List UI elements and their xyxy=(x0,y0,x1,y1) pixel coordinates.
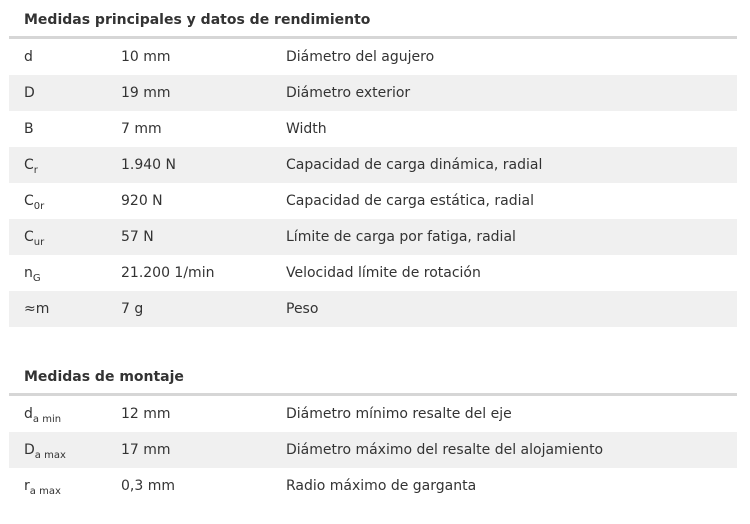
section-mounting-dimensions xyxy=(9,358,737,504)
symbol-subscript: a max xyxy=(34,450,66,461)
symbol: n xyxy=(24,265,33,281)
table-row xyxy=(9,432,737,468)
section-title: Medidas principales y datos de rendimiento xyxy=(9,1,737,39)
description-cell: Capacidad de carga estática, radial xyxy=(286,193,534,209)
value-cell: 0,3 mm xyxy=(121,478,175,494)
symbol: ≈m xyxy=(24,301,50,317)
symbol-cell xyxy=(9,406,121,425)
symbol-cell xyxy=(9,49,121,65)
symbol-cell xyxy=(9,121,121,137)
table-row xyxy=(9,291,737,327)
symbol-cell xyxy=(9,442,121,461)
description-cell: Diámetro mínimo resalte del eje xyxy=(286,406,512,422)
value-cell: 10 mm xyxy=(121,49,171,65)
symbol-cell xyxy=(9,229,121,248)
symbol: r xyxy=(24,478,30,494)
symbol-cell xyxy=(9,265,121,284)
symbol-subscript: a max xyxy=(29,486,61,497)
table-row xyxy=(9,39,737,75)
symbol: D xyxy=(24,442,35,458)
symbol: C xyxy=(24,193,34,209)
table-row xyxy=(9,147,737,183)
description-cell: Diámetro exterior xyxy=(286,85,411,101)
table-row xyxy=(9,396,737,432)
symbol: d xyxy=(24,406,33,422)
section-main-dimensions xyxy=(9,1,737,327)
section-title: Medidas de montaje xyxy=(9,358,737,396)
symbol-cell xyxy=(9,85,121,101)
description-cell: Diámetro máximo del resalte del alojamiento xyxy=(286,442,604,458)
symbol: C xyxy=(24,229,34,245)
value-cell: 12 mm xyxy=(121,406,171,422)
symbol-subscript: 0r xyxy=(33,201,45,212)
symbol-cell xyxy=(9,193,121,212)
symbol: B xyxy=(24,121,34,137)
symbol-cell xyxy=(9,478,121,497)
value-cell: 920 N xyxy=(121,193,163,209)
value-cell: 57 N xyxy=(121,229,154,245)
description-cell: Diámetro del agujero xyxy=(286,49,435,65)
value-cell: 1.940 N xyxy=(121,157,177,173)
value-cell: 21.200 1/min xyxy=(121,265,215,281)
description-cell: Capacidad de carga dinámica, radial xyxy=(286,157,543,173)
symbol-subscript: ur xyxy=(33,237,45,248)
value-cell: 19 mm xyxy=(121,85,171,101)
table-row xyxy=(9,75,737,111)
table-row xyxy=(9,468,737,504)
symbol-cell xyxy=(9,157,121,176)
symbol-subscript: a min xyxy=(32,414,62,425)
table-row xyxy=(9,255,737,291)
value-cell: 7 g xyxy=(121,301,144,317)
description-cell: Peso xyxy=(286,301,319,317)
symbol-cell xyxy=(9,301,121,317)
symbol: D xyxy=(24,85,35,101)
table-row xyxy=(9,219,737,255)
description-cell: Radio máximo de garganta xyxy=(286,478,477,494)
value-cell: 17 mm xyxy=(121,442,171,458)
symbol-subscript: G xyxy=(32,273,41,284)
table-row xyxy=(9,183,737,219)
symbol: d xyxy=(24,49,33,65)
symbol: C xyxy=(24,157,34,173)
value-cell: 7 mm xyxy=(121,121,162,137)
table-row xyxy=(9,111,737,147)
description-cell: Width xyxy=(286,121,327,137)
description-cell: Límite de carga por fatiga, radial xyxy=(286,229,516,245)
symbol-subscript: r xyxy=(33,165,38,176)
description-cell: Velocidad límite de rotación xyxy=(286,265,481,281)
